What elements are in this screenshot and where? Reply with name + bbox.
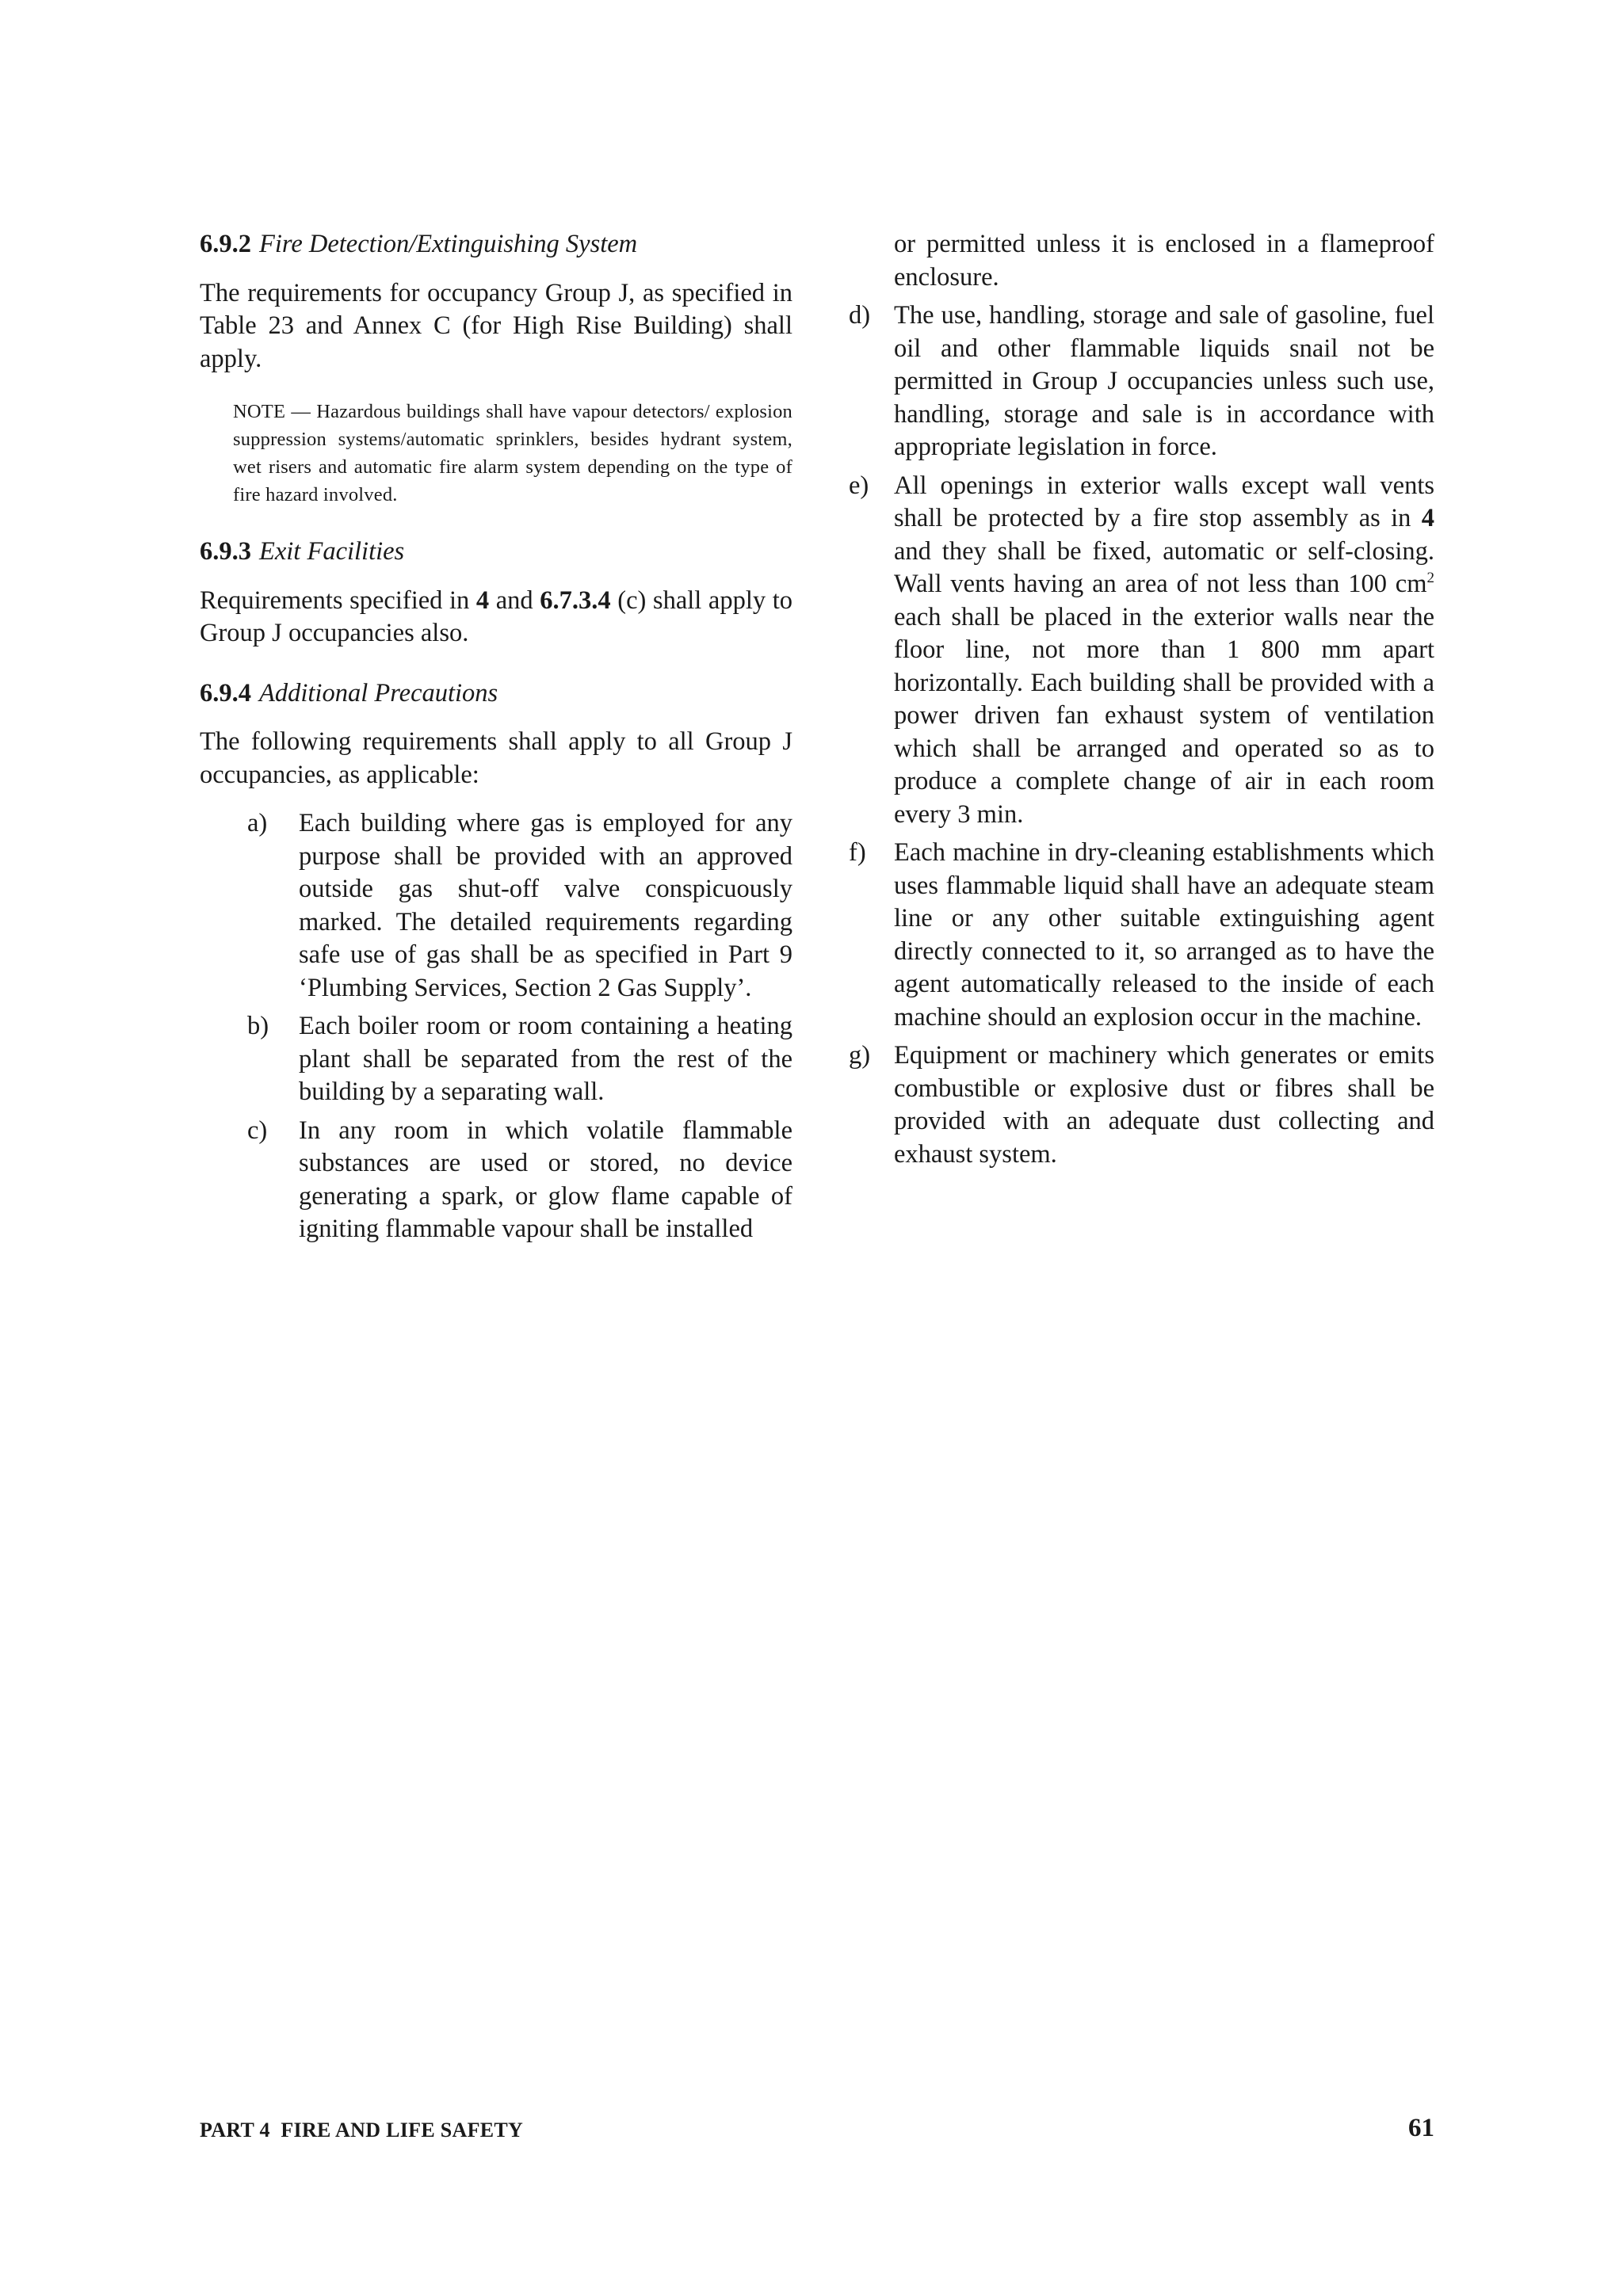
paragraph: The requirements for occupancy Group J, as specified in Table 23 and Annex C (for High Rise Building) shall apply. bbox=[200, 278, 792, 373]
list-marker: b) bbox=[247, 1012, 269, 1040]
clause-reference: 4 bbox=[475, 585, 490, 615]
note: NOTE — Hazardous buildings shall have vapour detectors/ explosion suppression systems/automatic sprinklers, besides hydrant system, wet risers and automatic fire alarm system depending on the type of fire hazard involved. bbox=[233, 401, 792, 505]
clause-reference: 4 bbox=[1421, 504, 1434, 532]
list-text: Each machine in dry-cleaning establishments which uses flammable liquid shall have an adequate steam line or any other suitable extinguishing agent directly connected to it, so arranged as to have the agent automatically released to the inside of each machine should an explosion occur in the machine. bbox=[894, 838, 1434, 1032]
superscript: 2 bbox=[1426, 570, 1434, 586]
section-heading-6-9-4 bbox=[200, 677, 792, 711]
section-number: 6.9.3 bbox=[200, 537, 251, 566]
text-run: each shall be placed in the exterior walls near the floor line, not more than 1 800 mm apart horizontally. Each building shall be provided with a power driven fan exhaust system of ventilation which shall be arranged and operated so as to produce a complete change of air in each room every 3 min. bbox=[894, 602, 1434, 829]
paragraph bbox=[200, 585, 792, 650]
text-run: and bbox=[489, 585, 540, 615]
list-item bbox=[849, 470, 1434, 832]
list-marker: f) bbox=[849, 838, 866, 867]
list-text bbox=[894, 471, 1434, 829]
continued-text: or permitted unless it is enclosed in a flameproof enclosure. bbox=[894, 230, 1434, 292]
list-marker: a) bbox=[247, 809, 268, 837]
section-title: Fire Detection/Extinguishing System bbox=[259, 230, 638, 258]
footer-part-title: PART 4 FIRE AND LIFE SAFETY bbox=[200, 2119, 524, 2142]
text-run: (c) shall apply to Group J occupancies also. bbox=[200, 585, 792, 647]
section-title: Additional Precautions bbox=[259, 678, 498, 707]
list-text: Equipment or machinery which generates or emits combustible or explosive dust or fibres shall be provided with an adequate dust collecting and exhaust system. bbox=[894, 1041, 1434, 1169]
section-title: Exit Facilities bbox=[259, 537, 405, 566]
list-text: Each boiler room or room containing a heating plant shall be separated from the rest of the building by a separating wall. bbox=[299, 1012, 792, 1106]
list-marker: d) bbox=[849, 301, 871, 330]
section-heading-6-9-3 bbox=[200, 536, 792, 569]
list-item bbox=[849, 299, 1434, 464]
page-number: 61 bbox=[1408, 2114, 1434, 2142]
clause-reference: 6.7.3.4 bbox=[540, 585, 611, 615]
text-run: All openings in exterior walls except wall vents shall be protected by a fire stop assembly as in bbox=[894, 471, 1434, 532]
text-run: and they shall be fixed, automatic or self-closing. Wall vents having an area of not less than 100 cm bbox=[894, 536, 1434, 598]
list-item bbox=[849, 837, 1434, 1034]
list-marker: g) bbox=[849, 1041, 871, 1070]
list-item bbox=[200, 1010, 792, 1109]
paragraph: The following requirements shall apply to all Group J occupancies, as applicable: bbox=[200, 727, 792, 789]
list-item bbox=[200, 1115, 792, 1246]
section-number: 6.9.2 bbox=[200, 230, 251, 258]
left-column bbox=[200, 228, 792, 1246]
right-column bbox=[849, 228, 1434, 1171]
list-text: Each building where gas is employed for any purpose shall be provided with an approved outside gas shut-off valve conspicuously marked. The detailed requirements regarding safe use of gas shall be as specified in Part 9 ‘Plumbing Services, Section 2 Gas Supply’. bbox=[299, 809, 792, 1002]
section-heading-6-9-2 bbox=[200, 228, 792, 261]
section-number: 6.9.4 bbox=[200, 678, 251, 707]
list-item bbox=[200, 807, 792, 1005]
list-text: In any room in which volatile flammable substances are used or stored, no device generating a spark, or glow flame capable of igniting flammable vapour shall be installed bbox=[299, 1116, 792, 1243]
list-text: The use, handling, storage and sale of gasoline, fuel oil and other flammable liquids snail not be permitted in Group J occupancies unless such use, handling, storage and sale is in accordance with appropriate legislation in force. bbox=[894, 301, 1434, 461]
list-marker: e) bbox=[849, 471, 869, 500]
text-run: Requirements specified in bbox=[200, 585, 476, 615]
list-item bbox=[849, 1039, 1434, 1171]
page-footer bbox=[200, 2114, 1434, 2145]
list-marker: c) bbox=[247, 1116, 268, 1145]
requirements-list bbox=[200, 807, 792, 1246]
